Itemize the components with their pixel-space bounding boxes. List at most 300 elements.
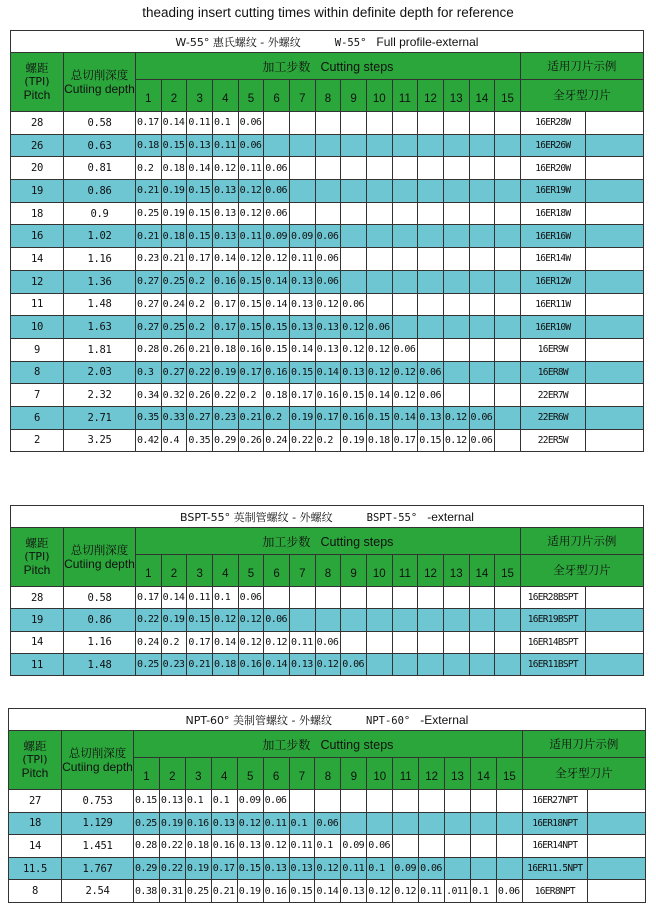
table-title-en-code: NPT-60° <box>366 714 411 727</box>
cell-step: 0.06 <box>264 180 290 203</box>
cell-step <box>289 202 315 225</box>
cell-depth: 1.16 <box>64 248 136 271</box>
cell-step: 0.11 <box>212 134 238 157</box>
cell-pitch: 14 <box>11 248 64 271</box>
cell-step: 0.12 <box>443 406 469 429</box>
cell-step: 0.27 <box>187 406 213 429</box>
cell-step: 0.15 <box>187 609 213 631</box>
cell-step <box>392 112 418 135</box>
table-title-row <box>11 31 644 53</box>
header-step-number: 10 <box>366 80 392 112</box>
cell-blank <box>587 812 645 835</box>
cell-step: 0.27 <box>136 293 162 316</box>
header-step-number: 11 <box>392 555 418 587</box>
header-step-number: 7 <box>289 80 315 112</box>
cell-step: 0.13 <box>159 790 185 813</box>
cell-step: 0.26 <box>187 384 213 407</box>
cell-step <box>341 631 367 653</box>
cell-depth: 0.86 <box>64 609 136 631</box>
cell-step: 0.17 <box>211 857 237 880</box>
table-row <box>11 134 644 157</box>
cell-step: 0.13 <box>263 857 289 880</box>
cell-step: 0.16 <box>212 270 238 293</box>
cell-step <box>366 293 392 316</box>
cell-step: 0.25 <box>161 270 187 293</box>
cell-step <box>443 134 469 157</box>
cell-step <box>341 587 367 609</box>
cell-step: 0.11 <box>419 880 445 903</box>
cell-step <box>341 157 367 180</box>
header-steps-en: Cutting steps <box>320 59 394 74</box>
cell-insert: 16ER20W <box>520 157 585 180</box>
cell-step: 0.17 <box>136 112 162 135</box>
cell-step <box>392 316 418 339</box>
cell-step <box>495 202 521 225</box>
cell-step <box>392 202 418 225</box>
table-title-en-code: W-55° <box>334 36 367 49</box>
table-row <box>11 384 644 407</box>
cell-pitch: 20 <box>11 157 64 180</box>
cell-pitch: 28 <box>11 112 64 135</box>
cell-step: 0.19 <box>161 609 187 631</box>
cell-step: 0.13 <box>289 316 315 339</box>
cell-step <box>495 429 521 452</box>
cell-pitch: 9 <box>11 338 64 361</box>
cell-step: 0.12 <box>237 812 263 835</box>
cell-step <box>443 631 469 653</box>
cell-step <box>469 202 495 225</box>
table-row <box>11 202 644 225</box>
cell-blank <box>585 338 643 361</box>
cell-step: 0.14 <box>264 293 290 316</box>
header-step-number: 5 <box>237 758 263 790</box>
cell-blank <box>585 587 643 609</box>
header-steps-en: Cutting steps <box>320 737 394 752</box>
cell-step: 0.09 <box>289 225 315 248</box>
cell-step: 0.14 <box>187 157 213 180</box>
cell-step: 0.15 <box>289 880 315 903</box>
header-insert-type <box>520 80 643 112</box>
cell-depth: 1.48 <box>64 653 136 675</box>
cell-step: 0.21 <box>211 880 237 903</box>
header-step-number: 7 <box>289 555 315 587</box>
cell-step <box>392 653 418 675</box>
cell-step <box>366 270 392 293</box>
table-title-en-text: -External <box>420 712 469 727</box>
cell-step <box>445 790 471 813</box>
cell-step: 0.2 <box>315 429 341 452</box>
cell-step <box>418 587 444 609</box>
header-depth-cn: 总切削深度 <box>70 67 129 82</box>
cell-depth: 1.451 <box>62 835 134 858</box>
cell-step: 0.25 <box>185 880 211 903</box>
cell-step: 0.12 <box>238 609 264 631</box>
cell-step: 0.13 <box>289 270 315 293</box>
cell-step <box>418 631 444 653</box>
cell-step <box>443 180 469 203</box>
cell-step: 0.09 <box>341 835 367 858</box>
cell-step: 0.16 <box>238 653 264 675</box>
cell-step: 0.21 <box>238 406 264 429</box>
cell-step: 0.09 <box>237 790 263 813</box>
cell-pitch: 11.5 <box>9 857 62 880</box>
cell-step: 0.15 <box>187 180 213 203</box>
cell-blank <box>585 384 643 407</box>
table-title-en-code: BSPT-55° <box>366 511 418 524</box>
cell-step: 0.22 <box>136 609 162 631</box>
cell-step <box>315 157 341 180</box>
header-step-number: 8 <box>315 758 341 790</box>
header-row-1 <box>11 53 644 80</box>
cell-depth: 0.753 <box>62 790 134 813</box>
cell-step <box>443 384 469 407</box>
cell-step <box>392 225 418 248</box>
cell-step <box>264 112 290 135</box>
cell-step: 0.11 <box>289 835 315 858</box>
cell-step: 0.12 <box>212 157 238 180</box>
header-depth-cn: 总切削深度 <box>68 745 127 760</box>
header-step-number: 14 <box>469 555 495 587</box>
cell-insert: 16ER28BSPT <box>520 587 585 609</box>
cell-step: 0.12 <box>443 429 469 452</box>
header-pitch <box>11 528 64 587</box>
cell-step <box>495 134 521 157</box>
cell-blank <box>587 790 645 813</box>
header-step-number: 2 <box>159 758 185 790</box>
cell-step: 0.23 <box>212 406 238 429</box>
cell-step <box>495 248 521 271</box>
header-pitch-en: Pitch <box>23 563 51 577</box>
cell-step: 0.11 <box>187 587 213 609</box>
cell-step <box>392 157 418 180</box>
header-insert-type-cn: 全牙型刀片 <box>555 766 613 780</box>
cell-step <box>341 812 367 835</box>
cell-step: 0.21 <box>136 225 162 248</box>
cell-step <box>495 270 521 293</box>
cell-step <box>495 338 521 361</box>
cell-step <box>392 587 418 609</box>
cell-step <box>289 587 315 609</box>
table-title-cn: BSPT-55° 英制管螺纹 - 外螺纹 <box>180 510 333 524</box>
cell-step: 0.18 <box>161 157 187 180</box>
cell-step <box>495 293 521 316</box>
thread-table <box>10 30 644 452</box>
cell-step <box>366 587 392 609</box>
table-row <box>9 880 646 903</box>
header-step-number: 6 <box>264 80 290 112</box>
cell-step <box>496 812 522 835</box>
cell-depth: 0.58 <box>64 112 136 135</box>
table-row <box>11 112 644 135</box>
cell-step: 0.06 <box>264 157 290 180</box>
cell-step: 0.11 <box>289 631 315 653</box>
cell-step <box>418 609 444 631</box>
header-step-number: 7 <box>289 758 315 790</box>
header-step-number: 15 <box>495 80 521 112</box>
cell-step <box>418 293 444 316</box>
cell-insert: 16ER18W <box>520 202 585 225</box>
cell-step <box>469 361 495 384</box>
cell-step: 0.17 <box>212 316 238 339</box>
cell-step: 0.06 <box>392 338 418 361</box>
header-pitch-tpi: (TPI) <box>24 550 50 563</box>
cell-step <box>393 790 419 813</box>
header-cutting-steps <box>134 731 523 758</box>
cell-step <box>289 609 315 631</box>
cell-step <box>366 609 392 631</box>
cell-step: 0.33 <box>161 406 187 429</box>
page-title: theading insert cutting times within definite depth for reference <box>142 5 514 20</box>
cell-step: 0.14 <box>366 384 392 407</box>
cell-step <box>443 202 469 225</box>
cell-depth: 0.63 <box>64 134 136 157</box>
cell-step <box>469 270 495 293</box>
cell-step: 0.25 <box>136 653 162 675</box>
table-row <box>11 316 644 339</box>
cell-step: 0.06 <box>264 202 290 225</box>
cell-step: 0.16 <box>315 384 341 407</box>
cell-step <box>367 790 393 813</box>
cell-step: 0.17 <box>289 384 315 407</box>
cell-step <box>469 157 495 180</box>
cell-step <box>443 338 469 361</box>
header-step-number: 14 <box>470 758 496 790</box>
header-step-number: 9 <box>341 80 367 112</box>
cell-step <box>392 293 418 316</box>
cell-pitch: 11 <box>11 293 64 316</box>
header-cutting-steps <box>136 528 521 555</box>
cell-step <box>418 134 444 157</box>
cell-step <box>469 609 495 631</box>
header-depth-en: Cutiing depth <box>64 556 135 571</box>
cell-step <box>264 134 290 157</box>
cell-insert: 16ER28W <box>520 112 585 135</box>
header-pitch <box>9 731 62 790</box>
cell-step: 0.15 <box>237 857 263 880</box>
cell-blank <box>585 631 643 653</box>
cell-step <box>469 316 495 339</box>
cell-step: 0.1 <box>470 880 496 903</box>
cell-step <box>469 653 495 675</box>
cell-step <box>289 134 315 157</box>
cell-step: 0.14 <box>212 248 238 271</box>
cell-step: 0.06 <box>469 406 495 429</box>
cell-step: 0.06 <box>341 653 367 675</box>
cell-depth: 1.81 <box>64 338 136 361</box>
cell-step: 0.25 <box>134 812 160 835</box>
header-row-1 <box>9 731 646 758</box>
header-step-number: 13 <box>445 758 471 790</box>
cell-step: 0.13 <box>211 812 237 835</box>
cell-step: 0.1 <box>212 587 238 609</box>
header-depth <box>64 528 136 587</box>
table-row <box>11 338 644 361</box>
cell-step: 0.16 <box>238 338 264 361</box>
header-row-1 <box>11 528 644 555</box>
cell-step: 0.24 <box>264 429 290 452</box>
cell-step <box>495 406 521 429</box>
cell-step: 0.06 <box>341 293 367 316</box>
cell-insert: 16ER12W <box>520 270 585 293</box>
cell-step <box>341 609 367 631</box>
cell-step: 0.11 <box>238 157 264 180</box>
cell-step: 0.19 <box>161 180 187 203</box>
cell-step: 0.14 <box>264 270 290 293</box>
cell-step: 0.14 <box>212 631 238 653</box>
cell-insert: 16ER26W <box>520 134 585 157</box>
cell-step: 0.06 <box>315 812 341 835</box>
header-insert-type <box>520 555 643 587</box>
cell-step: 0.26 <box>238 429 264 452</box>
cell-step: 0.11 <box>187 112 213 135</box>
cell-step: 0.18 <box>212 653 238 675</box>
header-insert <box>520 53 643 80</box>
cell-step: 0.29 <box>212 429 238 452</box>
table-row <box>11 587 644 609</box>
cell-step: 0.14 <box>161 112 187 135</box>
cell-step: 0.22 <box>159 835 185 858</box>
cell-step: 0.13 <box>341 880 367 903</box>
cell-step: 0.18 <box>264 384 290 407</box>
cell-step: 0.13 <box>418 406 444 429</box>
cell-step <box>366 134 392 157</box>
cell-step <box>341 202 367 225</box>
cell-step <box>392 248 418 271</box>
cell-step: 0.2 <box>136 157 162 180</box>
cell-step: 0.19 <box>289 406 315 429</box>
table-title-en <box>335 35 479 49</box>
header-step-number: 4 <box>212 555 238 587</box>
table-npt60 <box>8 708 645 903</box>
cell-insert: 16ER14NPT <box>522 835 587 858</box>
cell-step: 0.17 <box>212 293 238 316</box>
cell-step: 0.3 <box>136 361 162 384</box>
cell-insert: 16ER11BSPT <box>520 653 585 675</box>
header-step-number: 9 <box>341 758 367 790</box>
cell-step: 0.16 <box>185 812 211 835</box>
cell-step <box>443 361 469 384</box>
cell-depth: 1.129 <box>62 812 134 835</box>
header-insert-cn: 适用刀片示例 <box>549 736 619 751</box>
cell-step: 0.12 <box>393 880 419 903</box>
cell-step <box>470 790 496 813</box>
cell-insert: 22ER6W <box>520 406 585 429</box>
cell-step <box>418 180 444 203</box>
cell-step: 0.1 <box>211 790 237 813</box>
cell-step: 0.14 <box>264 653 290 675</box>
cell-step: 0.24 <box>136 631 162 653</box>
cell-step: 0.13 <box>212 202 238 225</box>
cell-step <box>315 134 341 157</box>
cell-step <box>469 384 495 407</box>
cell-step <box>496 790 522 813</box>
cell-step <box>366 157 392 180</box>
cell-step: 0.12 <box>315 293 341 316</box>
cell-step: 0.06 <box>264 609 290 631</box>
header-pitch-tpi: (TPI) <box>22 753 48 766</box>
header-pitch-en: Pitch <box>23 88 51 102</box>
cell-step <box>393 812 419 835</box>
cell-step: 0.11 <box>341 857 367 880</box>
cell-step: 0.28 <box>136 338 162 361</box>
cell-step: 0.13 <box>212 225 238 248</box>
header-step-number: 15 <box>496 758 522 790</box>
cell-step: 0.14 <box>315 880 341 903</box>
cell-step <box>495 587 521 609</box>
cell-pitch: 26 <box>11 134 64 157</box>
cell-step <box>289 790 315 813</box>
cell-step <box>495 631 521 653</box>
cell-step: 0.1 <box>315 835 341 858</box>
cell-step: 0.16 <box>263 880 289 903</box>
cell-step: 0.23 <box>161 653 187 675</box>
cell-step: 0.11 <box>289 248 315 271</box>
header-step-number: 8 <box>315 80 341 112</box>
cell-step <box>366 653 392 675</box>
cell-step: 0.2 <box>187 293 213 316</box>
cell-step: 0.15 <box>238 270 264 293</box>
table-row <box>9 812 646 835</box>
cell-blank <box>585 609 643 631</box>
thread-table <box>8 708 646 903</box>
header-pitch-cn: 螺距 <box>25 536 49 550</box>
cell-step <box>419 790 445 813</box>
cell-step: 0.27 <box>136 270 162 293</box>
cell-step: 0.16 <box>264 361 290 384</box>
thread-table <box>10 505 644 676</box>
cell-step: 0.18 <box>185 835 211 858</box>
cell-step: 0.24 <box>161 293 187 316</box>
cell-step <box>341 134 367 157</box>
cell-insert: 16ER16W <box>520 225 585 248</box>
cell-step: 0.29 <box>134 857 160 880</box>
header-step-number: 8 <box>315 555 341 587</box>
cell-step: 0.15 <box>238 316 264 339</box>
cell-blank <box>585 225 643 248</box>
table-row <box>11 293 644 316</box>
table-row <box>11 225 644 248</box>
cell-step: 0.06 <box>315 248 341 271</box>
cell-step: 0.12 <box>238 248 264 271</box>
cell-pitch: 2 <box>11 429 64 452</box>
cell-step <box>289 180 315 203</box>
cell-step <box>315 609 341 631</box>
cell-step <box>470 835 496 858</box>
cell-step: 0.26 <box>161 338 187 361</box>
cell-step <box>419 835 445 858</box>
cell-step <box>495 180 521 203</box>
cell-depth: 0.58 <box>64 587 136 609</box>
cell-step: 0.2 <box>161 631 187 653</box>
cell-step <box>443 248 469 271</box>
table-row <box>11 270 644 293</box>
cell-step <box>289 157 315 180</box>
cell-insert: 16ER14W <box>520 248 585 271</box>
cell-step: 0.13 <box>187 134 213 157</box>
table-row <box>11 248 644 271</box>
cell-step: 0.18 <box>161 225 187 248</box>
header-step-number: 3 <box>187 555 213 587</box>
cell-pitch: 12 <box>11 270 64 293</box>
header-step-number: 5 <box>238 555 264 587</box>
cell-step <box>366 248 392 271</box>
header-step-number: 13 <box>443 80 469 112</box>
cell-step: 0.1 <box>185 790 211 813</box>
cell-step <box>445 857 471 880</box>
cell-step <box>418 248 444 271</box>
cell-step <box>392 180 418 203</box>
cell-pitch: 27 <box>9 790 62 813</box>
